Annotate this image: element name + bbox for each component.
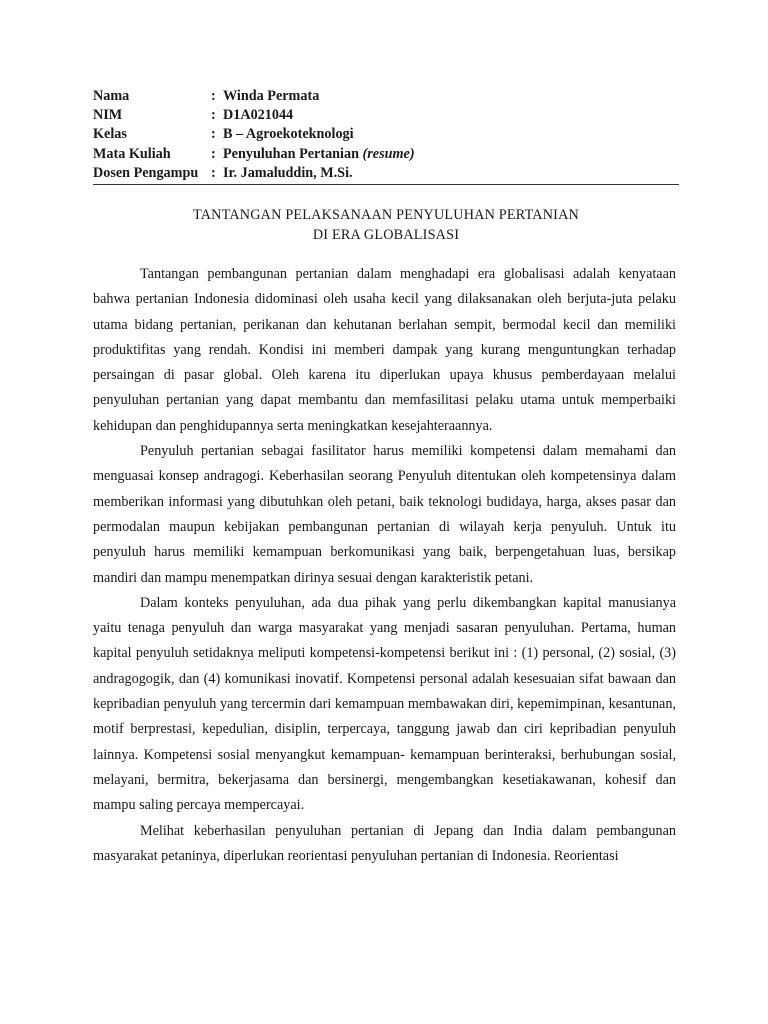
- header-divider: [93, 184, 679, 185]
- header-label: NIM: [93, 107, 123, 124]
- document-title: [93, 206, 679, 245]
- header-row-course: [93, 145, 683, 164]
- paragraph: Tantangan pembangunan pertanian dalam menghadapi era globalisasi adalah kenyataan bahwa pertanian Indonesia didominasi oleh usaha kecil yang dilaksanakan oleh berjuta-juta pelaku utama bidang pertanian, perikanan dan kehutanan berlahan sempit, bermodal kecil dan memiliki produktifitas yang rendah. Kondisi ini memberi dampak yang kurang menguntungkan terhadap persaingan di pasar global. Oleh karena itu diperlukan upaya khusus pemberdayaan melalui penyuluhan pertanian yang dapat membantu dan memfasilitasi pelaku utama untuk memperbaiki kehidupan dan penghidupannya serta meningkatkan kesejahteraannya.: [93, 266, 676, 434]
- header-row-class: [93, 125, 683, 144]
- header-value: B – Agroekoteknologi: [223, 126, 354, 143]
- header-label: Dosen Pengampu: [93, 164, 199, 181]
- header-separator: :: [211, 126, 216, 143]
- header-row-lecturer: [93, 164, 683, 183]
- header-row-name: [93, 87, 683, 106]
- title-line-2: DI ERA GLOBALISASI: [312, 226, 460, 243]
- paragraph: Dalam konteks penyuluhan, ada dua pihak yang perlu dikembangkan kapital manusianya yaitu tenaga penyuluh dan warga masyarakat yang menjadi sasaran penyuluhan. Pertama, human kapital penyuluh setidaknya meliputi kompetensi-kompetensi berikut ini : (1) personal, (2) sosial, (3) andragogogik, dan (4) komunikasi inovatif. Kompetensi personal adalah kesesuaian sifat bawaan dan kepribadian penyuluh yang tercermin dari kemampuan membawakan diri, kepemimpinan, kesantunan, motif berprestasi, kepedulian, disiplin, terpercaya, tanggung jawab dan ciri kepribadian penyuluh lainnya. Kompetensi sosial menyangkut kemampuan- kemampuan berinteraksi, berhubungan sosial, melayani, bermitra, bekerjasama dan bersinergi, mengembangkan kesetiakawanan, kohesif dan mampu saling percaya mempercayai.: [93, 594, 676, 814]
- course-note: (resume): [362, 145, 415, 162]
- header-value: D1A021044: [223, 107, 294, 124]
- header-separator: :: [211, 107, 216, 124]
- header-label: Mata Kuliah: [93, 145, 171, 162]
- header-separator: :: [211, 164, 216, 181]
- header-row-nim: [93, 106, 683, 125]
- header-value: Winda Permata: [223, 88, 320, 104]
- header-label: Nama: [93, 88, 130, 104]
- header-separator: :: [211, 88, 216, 104]
- header-label: Kelas: [93, 126, 127, 143]
- header-separator: :: [211, 145, 216, 162]
- paragraph: Penyuluh pertanian sebagai fasilitator harus memiliki kompetensi dalam memahami dan menguasai konsep andragogi. Keberhasilan seorang Penyuluh ditentukan oleh kompetensinya dalam memberikan informasi yang dibutuhkan oleh petani, baik teknologi budidaya, harga, akses pasar dan permodalan maupun kebijakan pembangunan pertanian di wilayah kerja penyuluh. Untuk itu penyuluh harus memiliki kemampuan berkomunikasi yang baik, berpengetahuan luas, bersikap mandiri dan mampu menempatkan dirinya sesuai dengan karakteristik petani.: [93, 443, 676, 586]
- title-line-1: TANTANGAN PELAKSANAAN PENYULUHAN PERTANIAN: [193, 207, 579, 223]
- document-body: [93, 262, 676, 869]
- course-name: Penyuluhan Pertanian: [223, 145, 363, 162]
- header-value: [223, 145, 415, 164]
- header-value: Ir. Jamaluddin, M.Si.: [223, 164, 353, 181]
- paragraph: Melihat keberhasilan penyuluhan pertanian di Jepang dan India dalam pembangunan masyarakat petaninya, diperlukan reorientasi penyuluhan pertanian di Indonesia. Reorientasi: [93, 822, 676, 864]
- student-info-header: [93, 87, 683, 183]
